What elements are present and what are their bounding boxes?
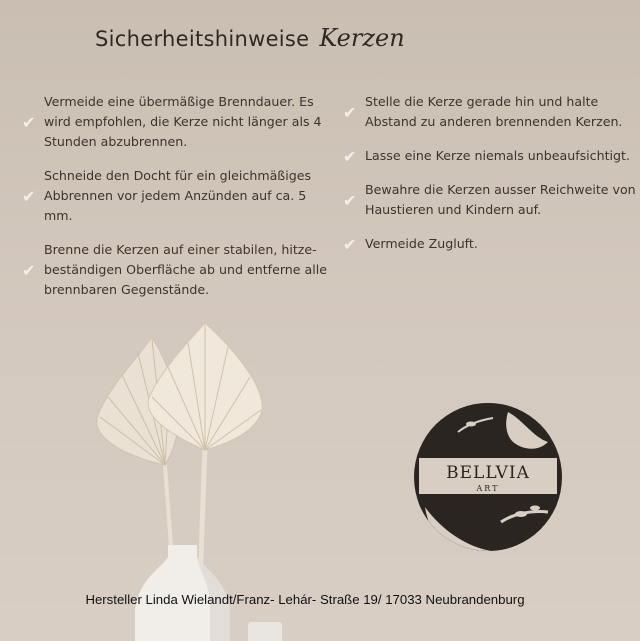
list-item [22, 240, 332, 300]
manufacturer-footer: Hersteller Linda Wielandt/Franz- Lehár- Straße 19/ 17033 Neubrandenburg [85, 592, 525, 607]
hint-text: Vermeide Zugluft. [365, 236, 478, 251]
hint-text: Stelle die Kerze gerade hin und halte Abstand zu anderen brennenden Kerzen. [365, 94, 623, 129]
checkmark-icon: ✔ [343, 146, 357, 166]
hint-text: Bewahre die Kerzen ausser Reichweite von Haustieren und Kindern auf. [365, 182, 636, 217]
page-title [95, 24, 405, 52]
title-text: Sicherheitshinweise [95, 27, 310, 51]
bellvia-art-logo [413, 402, 563, 552]
hint-text: Lasse eine Kerze niemals unbeaufsichtigt. [365, 148, 630, 163]
list-item [22, 166, 332, 226]
left-column [22, 92, 332, 314]
list-item [343, 234, 638, 254]
hint-text: Brenne die Kerzen auf einer stabilen, hitze-beständigen Oberfläche ab und entferne alle brennbaren Gegenstände. [44, 242, 327, 297]
checkmark-icon: ✔ [343, 234, 357, 254]
list-item [343, 92, 638, 132]
small-cup-image [248, 622, 282, 641]
checkmark-icon: ✔ [22, 186, 36, 206]
list-item [343, 180, 638, 220]
list-item [22, 92, 332, 152]
checkmark-icon: ✔ [22, 260, 36, 280]
logo-brand-text: BELLVIA [446, 463, 530, 483]
checkmark-icon: ✔ [343, 190, 357, 210]
checkmark-icon: ✔ [343, 102, 357, 122]
title-script-word: Kerzen [319, 24, 405, 52]
checkmark-icon: ✔ [22, 112, 36, 132]
hint-text: Schneide den Docht für ein gleichmäßiges Abbrennen vor jedem Anzünden auf ca. 5 mm. [44, 168, 312, 223]
right-column [343, 92, 638, 268]
list-item [343, 146, 638, 166]
hint-text: Vermeide eine übermäßige Brenndauer. Es wird empfohlen, die Kerze nicht länger als 4 Stunden abzubrennen. [44, 94, 322, 149]
logo-sub-text: ART [476, 484, 500, 493]
